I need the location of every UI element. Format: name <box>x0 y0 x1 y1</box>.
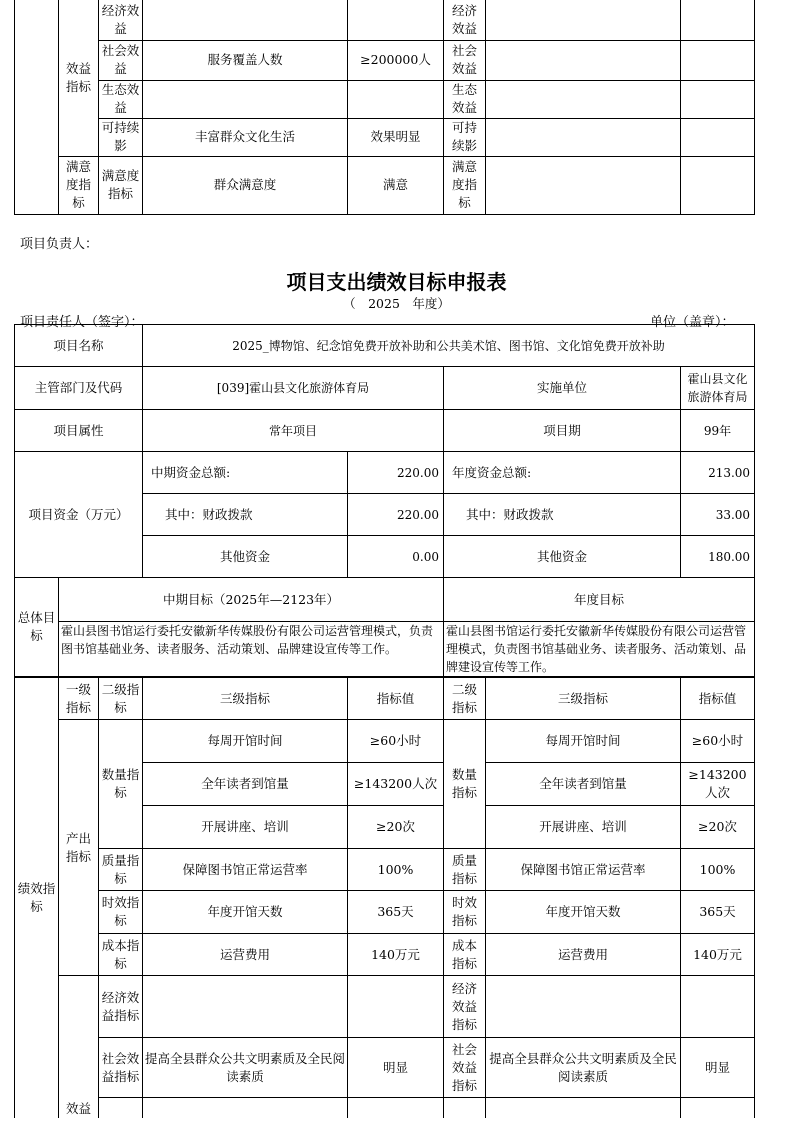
responsible-signature-label: 项目责任人（签字）： <box>20 315 144 330</box>
value-cell <box>348 80 444 118</box>
header-value: 指标值 <box>348 678 444 720</box>
metric-cell-annual: 每周开馆时间 <box>486 720 681 763</box>
sub-indicator: 成本指标 <box>99 934 143 976</box>
metric-cell-annual <box>486 80 681 118</box>
year-goal-label: 年度目标 <box>444 578 755 622</box>
overall-goal-label: 总体目标 <box>15 578 59 677</box>
value-cell-annual: 365天 <box>681 891 755 934</box>
metric-cell: 全年读者到馆量 <box>143 763 348 806</box>
page-title: 项目支出绩效目标申报表 <box>286 270 507 294</box>
top-left-blank <box>15 0 59 214</box>
value-cell: ≥200000人 <box>348 40 444 80</box>
metric-cell-annual: 保障图书馆正常运营率 <box>486 849 681 891</box>
benefit-indicator-label: 效益指标 <box>59 0 99 156</box>
value-cell-annual <box>681 80 755 118</box>
mid-total-label: 中期资金总额: <box>143 452 348 494</box>
metric-cell: 运营费用 <box>143 934 348 976</box>
metric-cell <box>143 0 348 40</box>
mid-other-value: 0.00 <box>348 536 444 578</box>
metric-cell-annual <box>486 40 681 80</box>
metric-cell-annual: 年度开馆天数 <box>486 891 681 934</box>
value-cell-annual <box>681 0 755 40</box>
year-other-label: 其他资金 <box>444 536 681 578</box>
value-cell: ≥20次 <box>348 806 444 849</box>
year-fiscal-value: 33.00 <box>681 494 755 536</box>
value-cell-annual <box>681 976 755 1038</box>
period-value: 99年 <box>681 410 755 452</box>
cut-off-cell <box>681 1098 755 1118</box>
quantity-indicator-label: 数量指标 <box>99 720 143 849</box>
metric-cell: 保障图书馆正常运营率 <box>143 849 348 891</box>
sub-indicator-annual: 经济效益指标 <box>444 976 486 1038</box>
project-name-value: 2025_博物馆、纪念馆免费开放补助和公共美术馆、图书馆、文化馆免费开放补助 <box>143 325 755 367</box>
year-other-value: 180.00 <box>681 536 755 578</box>
sub-indicator: 质量指标 <box>99 849 143 891</box>
sub-indicator-annual: 满意度指标 <box>444 156 486 214</box>
value-cell: ≥143200人次 <box>348 763 444 806</box>
satisfaction-indicator-label: 满意度指标 <box>59 156 99 214</box>
value-cell-annual: 明显 <box>681 1038 755 1098</box>
mid-fiscal-value: 220.00 <box>348 494 444 536</box>
performance-indicator-table <box>14 677 755 1118</box>
value-cell-annual: ≥143200人次 <box>681 763 755 806</box>
value-cell: 明显 <box>348 1038 444 1098</box>
sub-indicator-annual: 经济效益 <box>444 0 486 40</box>
sub-indicator-annual: 质量指标 <box>444 849 486 891</box>
sub-indicator-annual: 时效指标 <box>444 891 486 934</box>
sub-indicator: 生态效益 <box>99 80 143 118</box>
output-indicator-label: 产出指标 <box>59 720 99 976</box>
cut-off-cell <box>99 1098 143 1118</box>
cut-off-cell <box>486 1098 681 1118</box>
value-cell <box>348 976 444 1038</box>
value-cell <box>348 0 444 40</box>
value-cell: 140万元 <box>348 934 444 976</box>
value-cell-annual <box>681 156 755 214</box>
metric-cell-annual <box>486 0 681 40</box>
value-cell: 满意 <box>348 156 444 214</box>
project-name-label: 项目名称 <box>15 325 143 367</box>
metric-cell-annual: 提高全县群众公共文明素质及全民阅读素质 <box>486 1038 681 1098</box>
top-indicator-table <box>14 0 755 215</box>
mid-other-label: 其他资金 <box>143 536 348 578</box>
metric-cell: 提高全县群众公共文明素质及全民阅读素质 <box>143 1038 348 1098</box>
sub-indicator: 社会效益 <box>99 40 143 80</box>
impl-unit-value: 霍山县文化旅游体育局 <box>681 367 755 410</box>
sub-indicator: 经济效益指标 <box>99 976 143 1038</box>
benefit-indicator-label: 效益 <box>59 976 99 1118</box>
impl-unit-label: 实施单位 <box>444 367 681 410</box>
value-cell: 100% <box>348 849 444 891</box>
metric-cell <box>143 80 348 118</box>
value-cell-annual: ≥60小时 <box>681 720 755 763</box>
metric-cell: 服务覆盖人数 <box>143 40 348 80</box>
perf-side-label: 绩效指标 <box>15 678 59 1118</box>
attr-value: 常年项目 <box>143 410 444 452</box>
header-level2: 二级指标 <box>99 678 143 720</box>
mid-goal-text: 霍山县图书馆运行委托安徽新华传媒股份有限公司运营管理模式，负责图书馆基础业务、读者服务、活动策划、品牌建设宣传等工作。 <box>59 622 444 677</box>
value-cell-annual: 100% <box>681 849 755 891</box>
dept-value: [039]霍山县文化旅游体育局 <box>143 367 444 410</box>
year-fiscal-label: 其中：财政拨款 <box>444 494 681 536</box>
header-value-annual: 指标值 <box>681 678 755 720</box>
sub-indicator: 社会效益指标 <box>99 1038 143 1098</box>
cut-off-cell <box>143 1098 348 1118</box>
metric-cell-annual: 全年读者到馆量 <box>486 763 681 806</box>
metric-cell: 年度开馆天数 <box>143 891 348 934</box>
sub-indicator-annual: 社会效益 <box>444 40 486 80</box>
period-label: 项目期 <box>444 410 681 452</box>
sub-indicator-annual: 可持续影 <box>444 118 486 156</box>
attr-label: 项目属性 <box>15 410 143 452</box>
value-cell-annual <box>681 40 755 80</box>
year-total-value: 213.00 <box>681 452 755 494</box>
project-info-table <box>14 324 755 677</box>
sub-indicator: 可持续影 <box>99 118 143 156</box>
metric-cell: 群众满意度 <box>143 156 348 214</box>
metric-cell: 每周开馆时间 <box>143 720 348 763</box>
metric-cell-annual <box>486 118 681 156</box>
metric-cell: 丰富群众文化生活 <box>143 118 348 156</box>
header-level3-annual: 三级指标 <box>486 678 681 720</box>
sub-indicator-annual: 社会效益指标 <box>444 1038 486 1098</box>
value-cell: 365天 <box>348 891 444 934</box>
sub-indicator: 时效指标 <box>99 891 143 934</box>
unit-seal-label: 单位（盖章）： <box>650 315 735 330</box>
header-level1: 一级指标 <box>59 678 99 720</box>
cut-off-cell <box>348 1098 444 1118</box>
metric-cell-annual <box>486 976 681 1038</box>
value-cell-annual: ≥20次 <box>681 806 755 849</box>
sub-indicator-annual: 生态效益 <box>444 80 486 118</box>
header-level2-annual: 二级指标 <box>444 678 486 720</box>
dept-label: 主管部门及代码 <box>15 367 143 410</box>
mid-total-value: 220.00 <box>348 452 444 494</box>
value-cell: 效果明显 <box>348 118 444 156</box>
sub-indicator-annual: 成本指标 <box>444 934 486 976</box>
mid-fiscal-label: 其中：财政拨款 <box>143 494 348 536</box>
value-cell-annual: 140万元 <box>681 934 755 976</box>
value-cell: ≥60小时 <box>348 720 444 763</box>
value-cell-annual <box>681 118 755 156</box>
year-total-label: 年度资金总额: <box>444 452 681 494</box>
cut-off-cell <box>444 1098 486 1118</box>
fund-label: 项目资金（万元） <box>15 452 143 578</box>
metric-cell-annual: 运营费用 <box>486 934 681 976</box>
metric-cell: 开展讲座、培训 <box>143 806 348 849</box>
sub-indicator: 经济效益 <box>99 0 143 40</box>
metric-cell <box>143 976 348 1038</box>
sub-indicator: 满意度指标 <box>99 156 143 214</box>
header-level3: 三级指标 <box>143 678 348 720</box>
mid-goal-label: 中期目标（2025年—2123年） <box>59 578 444 622</box>
year-goal-text: 霍山县图书馆运行委托安徽新华传媒股份有限公司运营管理模式，负责图书馆基础业务、读者服务、活动策划、品牌建设宣传等工作。 <box>444 622 755 677</box>
metric-cell-annual <box>486 156 681 214</box>
project-owner-label: 项目负责人： <box>20 237 99 252</box>
year-line: （ 2025 年度） <box>343 296 450 311</box>
quantity-indicator-label-annual: 数量指标 <box>444 720 486 849</box>
metric-cell-annual: 开展讲座、培训 <box>486 806 681 849</box>
